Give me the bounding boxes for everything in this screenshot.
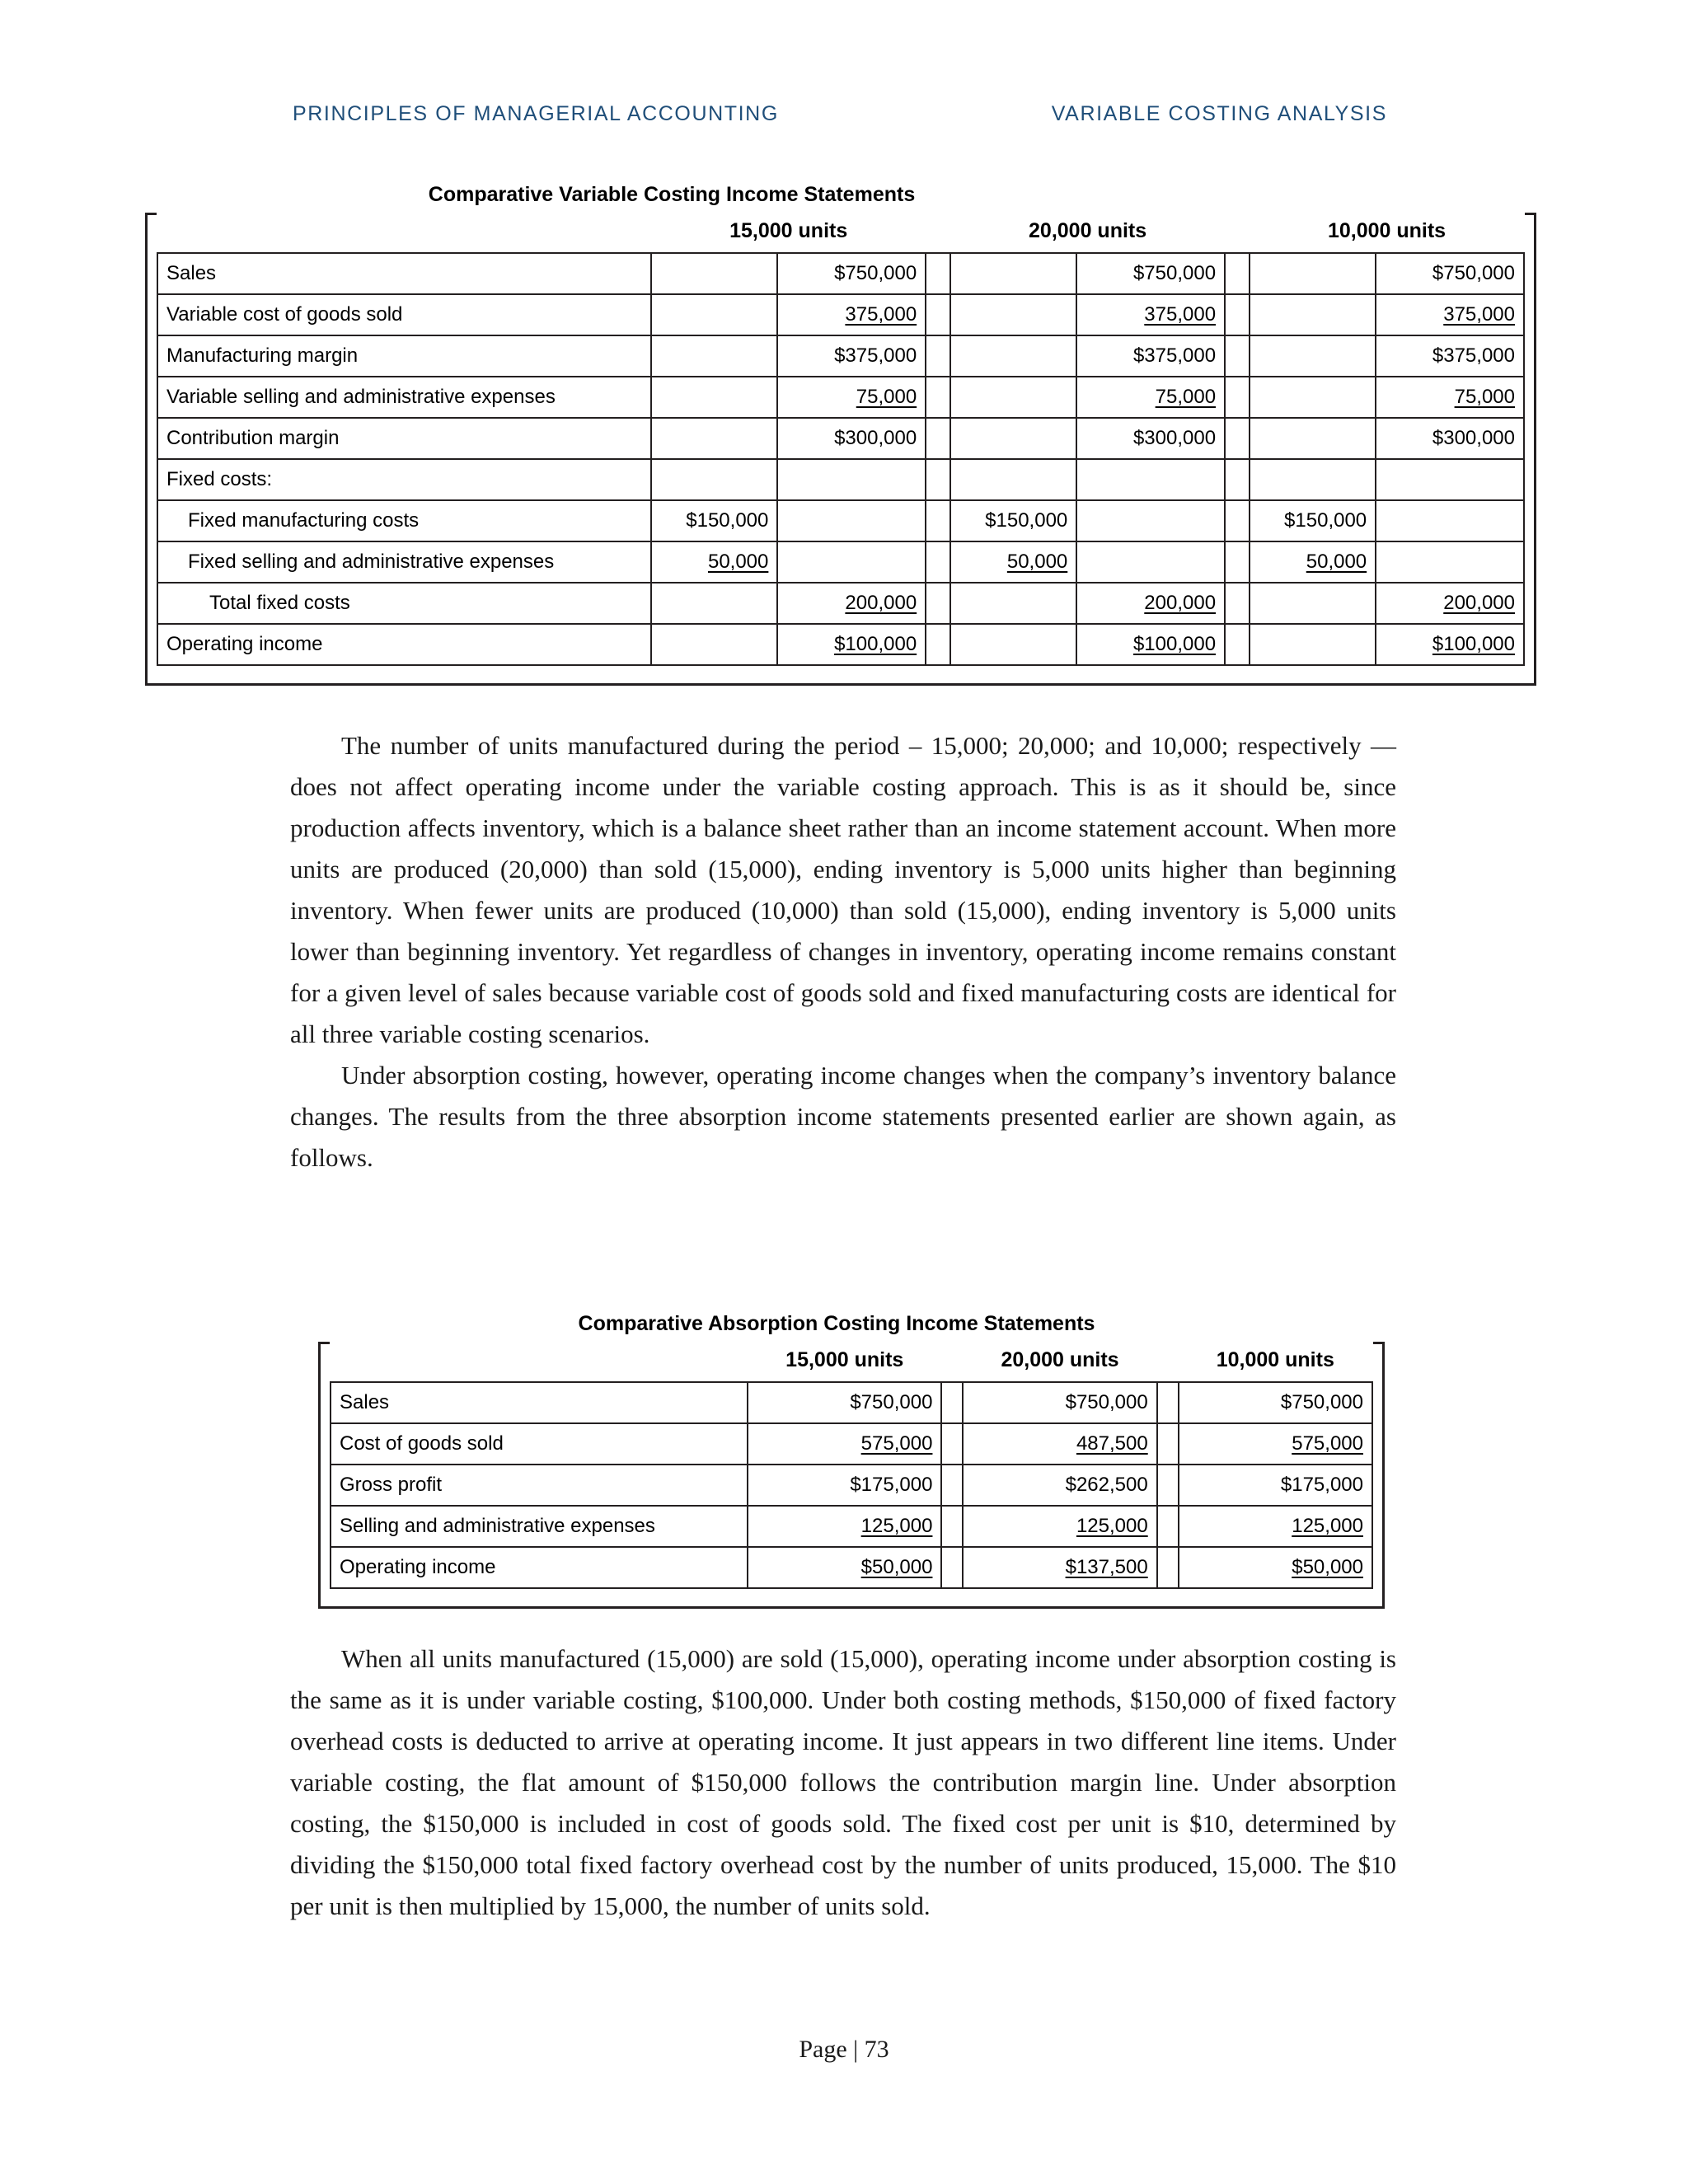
total-amount-cell <box>1376 418 1524 459</box>
column-gap-cell <box>926 253 950 294</box>
column-header-1: 15,000 units <box>785 1347 904 1371</box>
amount-value: $300,000 <box>834 427 917 449</box>
total-amount-cell <box>1076 583 1225 624</box>
amount-value: 75,000 <box>1155 386 1217 408</box>
column-gap-cell <box>1157 1423 1179 1465</box>
sub-amount-cell <box>1250 459 1376 500</box>
column-gap-cell <box>1225 541 1250 583</box>
table-row <box>157 459 1524 500</box>
column-gap-cell <box>926 583 950 624</box>
amount-value: $750,000 <box>834 262 917 284</box>
total-amount-cell <box>777 541 926 583</box>
amount-value: $750,000 <box>1065 1391 1148 1413</box>
absorption-costing-table <box>330 1342 1373 1589</box>
amount-value: 200,000 <box>845 592 917 614</box>
row-label: Operating income <box>157 624 651 665</box>
row-label: Variable cost of goods sold <box>157 294 651 335</box>
sub-amount-cell <box>1250 583 1376 624</box>
column-gap-cell <box>926 500 950 541</box>
column-gap-cell <box>926 335 950 377</box>
total-amount-cell <box>777 583 926 624</box>
amount-value: 375,000 <box>1443 303 1515 326</box>
column-gap-cell <box>1225 500 1250 541</box>
column-header-3: 10,000 units <box>1327 218 1447 242</box>
amount-value: $150,000 <box>985 509 1068 532</box>
total-amount-cell <box>777 418 926 459</box>
sub-amount-cell <box>1250 377 1376 418</box>
amount-value: 75,000 <box>856 386 917 408</box>
column-gap-cell <box>1225 335 1250 377</box>
sub-amount-cell <box>950 541 1076 583</box>
sub-amount-cell <box>651 624 777 665</box>
amount-cell <box>963 1465 1156 1506</box>
row-label: Selling and administrative expenses <box>331 1506 748 1547</box>
column-gap-cell <box>1225 459 1250 500</box>
column-gap-cell <box>941 1547 963 1588</box>
variable-costing-table <box>157 213 1525 666</box>
column-gap-cell <box>1225 253 1250 294</box>
column-gap-cell <box>941 1465 963 1506</box>
column-gap-cell <box>1225 418 1250 459</box>
row-label: Total fixed costs <box>157 583 651 624</box>
column-header-2: 20,000 units <box>1001 1347 1119 1371</box>
row-label: Operating income <box>331 1547 748 1588</box>
amount-value: $50,000 <box>860 1556 933 1578</box>
total-amount-cell <box>1376 335 1524 377</box>
total-amount-cell <box>777 294 926 335</box>
sub-amount-cell <box>651 253 777 294</box>
sub-amount-cell <box>950 583 1076 624</box>
total-amount-cell <box>777 459 926 500</box>
row-label: Contribution margin <box>157 418 651 459</box>
total-amount-cell <box>1376 500 1524 541</box>
amount-cell <box>1179 1506 1372 1547</box>
sub-amount-cell <box>950 253 1076 294</box>
body-block-one <box>290 725 1396 1179</box>
column-gap <box>941 1342 963 1382</box>
row-label: Fixed costs: <box>157 459 651 500</box>
amount-cell <box>748 1506 941 1547</box>
variable-costing-table-caption: Comparative Variable Costing Income Statements <box>428 183 916 206</box>
amount-value: 50,000 <box>1006 551 1068 573</box>
paragraph-two: Under absorption costing, however, operating income changes when the company’s inventory balance changes. The results from the three absorption income statements presented earlier are shown again, as follows. <box>290 1061 1396 1172</box>
table-row <box>157 500 1524 541</box>
column-gap-cell <box>941 1423 963 1465</box>
sub-amount-cell <box>1250 253 1376 294</box>
column-header-1: 15,000 units <box>729 218 848 242</box>
table-row <box>157 335 1524 377</box>
table-row <box>331 1547 1372 1588</box>
table-row <box>157 377 1524 418</box>
amount-value: 75,000 <box>1454 386 1515 408</box>
total-amount-cell <box>777 253 926 294</box>
sub-amount-cell <box>651 541 777 583</box>
column-gap-cell <box>1157 1465 1179 1506</box>
total-amount-cell <box>1376 459 1524 500</box>
column-gap-cell <box>926 624 950 665</box>
running-head-right: VARIABLE COSTING ANALYSIS <box>1051 102 1387 125</box>
column-gap-cell <box>1157 1506 1179 1547</box>
sub-amount-cell <box>1250 335 1376 377</box>
amount-value: $300,000 <box>1432 427 1515 449</box>
total-amount-cell <box>1076 624 1225 665</box>
amount-value: $750,000 <box>1432 262 1515 284</box>
amount-value: 125,000 <box>1292 1515 1363 1537</box>
body-block-two <box>290 1638 1396 1927</box>
paragraph-one: The number of units manufactured during the period – 15,000; 20,000; and 10,000; respectively — does not affect operating income under the variable costing approach. This is as it should be, since production affects inventory, which is a balance sheet rather than an income statement account. When more units are produced (20,000) than sold (15,000), ending inventory is 5,000 units higher than beginning inventory. When fewer units are produced (10,000) than sold (15,000), ending inventory is 5,000 units lower than beginning inventory. Yet regardless of changes in inventory, operating income remains constant for a given level of sales because variable cost of goods sold and fixed manufacturing costs are identical for all three variable costing scenarios. <box>290 731 1396 1048</box>
amount-cell <box>748 1423 941 1465</box>
total-amount-cell <box>1076 541 1225 583</box>
column-gap-cell <box>1225 377 1250 418</box>
variable-costing-table-wrapper <box>145 213 1513 666</box>
amount-cell <box>748 1465 941 1506</box>
amount-value: $375,000 <box>1432 344 1515 367</box>
table-header-blank <box>331 1342 748 1382</box>
total-amount-cell <box>1376 377 1524 418</box>
sub-amount-cell <box>1250 500 1376 541</box>
sub-amount-cell <box>950 294 1076 335</box>
column-gap <box>1225 213 1250 253</box>
column-gap-cell <box>926 377 950 418</box>
amount-cell <box>748 1382 941 1423</box>
sub-amount-cell <box>651 335 777 377</box>
table-row <box>157 253 1524 294</box>
total-amount-cell <box>1076 377 1225 418</box>
sub-amount-cell <box>651 418 777 459</box>
column-header-3: 10,000 units <box>1216 1347 1334 1371</box>
table-row <box>157 583 1524 624</box>
sub-amount-cell <box>651 294 777 335</box>
column-gap-cell <box>926 459 950 500</box>
amount-cell <box>1179 1465 1372 1506</box>
table-row <box>157 541 1524 583</box>
sub-amount-cell <box>950 459 1076 500</box>
amount-value: $750,000 <box>850 1391 933 1413</box>
column-gap-cell <box>1225 583 1250 624</box>
amount-cell <box>963 1382 1156 1423</box>
table-row <box>157 624 1524 665</box>
amount-value: 200,000 <box>1443 592 1515 614</box>
total-amount-cell <box>777 335 926 377</box>
column-gap <box>1157 1342 1179 1382</box>
total-amount-cell <box>1076 294 1225 335</box>
amount-value: 125,000 <box>1076 1515 1148 1537</box>
total-amount-cell <box>1376 624 1524 665</box>
row-label: Gross profit <box>331 1465 748 1506</box>
amount-value: 575,000 <box>1292 1432 1363 1455</box>
table-header-row <box>157 213 1524 253</box>
column-gap-cell <box>1157 1547 1179 1588</box>
sub-amount-cell <box>1250 418 1376 459</box>
amount-value: $50,000 <box>1292 1556 1363 1578</box>
amount-value: $375,000 <box>1132 344 1217 367</box>
total-amount-cell <box>1076 335 1225 377</box>
amount-value: $100,000 <box>1132 633 1217 655</box>
absorption-costing-table-wrapper <box>318 1342 1362 1589</box>
table-row <box>157 294 1524 335</box>
sub-amount-cell <box>1250 624 1376 665</box>
amount-value: $175,000 <box>1280 1474 1363 1496</box>
row-label: Cost of goods sold <box>331 1423 748 1465</box>
amount-value: $100,000 <box>834 633 917 655</box>
total-amount-cell <box>1076 459 1225 500</box>
total-amount-cell <box>1376 294 1524 335</box>
amount-value: 200,000 <box>1144 592 1217 614</box>
row-label: Sales <box>157 253 651 294</box>
total-amount-cell <box>1376 583 1524 624</box>
amount-value: $262,500 <box>1065 1474 1148 1496</box>
table-row <box>331 1506 1372 1547</box>
amount-value: $375,000 <box>834 344 917 367</box>
table-header-blank <box>157 213 651 253</box>
total-amount-cell <box>1376 253 1524 294</box>
running-head-left: PRINCIPLES OF MANAGERIAL ACCOUNTING <box>293 102 779 125</box>
total-amount-cell <box>1076 418 1225 459</box>
page-footer: Page | 73 <box>799 2036 889 2063</box>
table-row <box>157 418 1524 459</box>
amount-value: $750,000 <box>1132 262 1217 284</box>
sub-amount-cell <box>950 335 1076 377</box>
running-head <box>293 102 1397 126</box>
row-label: Sales <box>331 1382 748 1423</box>
row-label: Fixed selling and administrative expenses <box>157 541 651 583</box>
table-row <box>331 1382 1372 1423</box>
column-gap-cell <box>926 294 950 335</box>
amount-value: $150,000 <box>686 509 769 532</box>
amount-value: 50,000 <box>1306 551 1367 573</box>
sub-amount-cell <box>1250 294 1376 335</box>
sub-amount-cell <box>950 418 1076 459</box>
sub-amount-cell <box>651 459 777 500</box>
amount-cell <box>748 1547 941 1588</box>
row-label: Fixed manufacturing costs <box>157 500 651 541</box>
column-gap-cell <box>1157 1382 1179 1423</box>
column-gap-cell <box>1225 294 1250 335</box>
row-label: Variable selling and administrative expenses <box>157 377 651 418</box>
amount-value: $750,000 <box>1280 1391 1363 1413</box>
total-amount-cell <box>1076 253 1225 294</box>
table-row <box>331 1423 1372 1465</box>
sub-amount-cell <box>950 377 1076 418</box>
table-header-row <box>331 1342 1372 1382</box>
sub-amount-cell <box>651 377 777 418</box>
column-header-2: 20,000 units <box>1029 218 1147 242</box>
amount-cell <box>963 1423 1156 1465</box>
total-amount-cell <box>777 624 926 665</box>
sub-amount-cell <box>950 624 1076 665</box>
sub-amount-cell <box>1250 541 1376 583</box>
amount-cell <box>1179 1547 1372 1588</box>
amount-value: $100,000 <box>1432 633 1515 655</box>
paragraph-three: When all units manufactured (15,000) are sold (15,000), operating income under absorption costing is the same as it is under variable costing, $100,000. Under both costing methods, $150,000 of fixed factory overhead costs is deducted to arrive at operating income. It just appears in two different line items. Under variable costing, the flat amount of $150,000 follows the contribution margin line. Under absorption costing, the $150,000 is included in cost of goods sold. The fixed cost per unit is $10, determined by dividing the $150,000 total fixed factory overhead cost by the number of units produced, 15,000. The $10 per unit is then multiplied by 15,000, the number of units sold. <box>290 1644 1396 1920</box>
table-row <box>331 1465 1372 1506</box>
absorption-costing-table-caption: Comparative Absorption Costing Income Statements <box>578 1312 1095 1335</box>
amount-value: $150,000 <box>1284 509 1367 532</box>
amount-value: 375,000 <box>1144 303 1217 326</box>
column-gap-cell <box>926 418 950 459</box>
column-gap-cell <box>941 1506 963 1547</box>
total-amount-cell <box>777 500 926 541</box>
amount-value: $137,500 <box>1065 1556 1148 1578</box>
sub-amount-cell <box>950 500 1076 541</box>
column-gap-cell <box>1225 624 1250 665</box>
sub-amount-cell <box>651 500 777 541</box>
amount-value: 487,500 <box>1076 1432 1148 1455</box>
amount-cell <box>1179 1423 1372 1465</box>
amount-value: $300,000 <box>1132 427 1217 449</box>
amount-value: 125,000 <box>860 1515 933 1537</box>
amount-cell <box>1179 1382 1372 1423</box>
total-amount-cell <box>1076 500 1225 541</box>
column-gap-cell <box>926 541 950 583</box>
amount-value: $175,000 <box>850 1474 933 1496</box>
amount-value: 50,000 <box>707 551 769 573</box>
sub-amount-cell <box>651 583 777 624</box>
column-gap-cell <box>941 1382 963 1423</box>
amount-cell <box>963 1506 1156 1547</box>
amount-value: 575,000 <box>860 1432 933 1455</box>
column-gap <box>926 213 950 253</box>
row-label: Manufacturing margin <box>157 335 651 377</box>
total-amount-cell <box>1376 541 1524 583</box>
amount-value: 375,000 <box>845 303 917 326</box>
amount-cell <box>963 1547 1156 1588</box>
total-amount-cell <box>777 377 926 418</box>
